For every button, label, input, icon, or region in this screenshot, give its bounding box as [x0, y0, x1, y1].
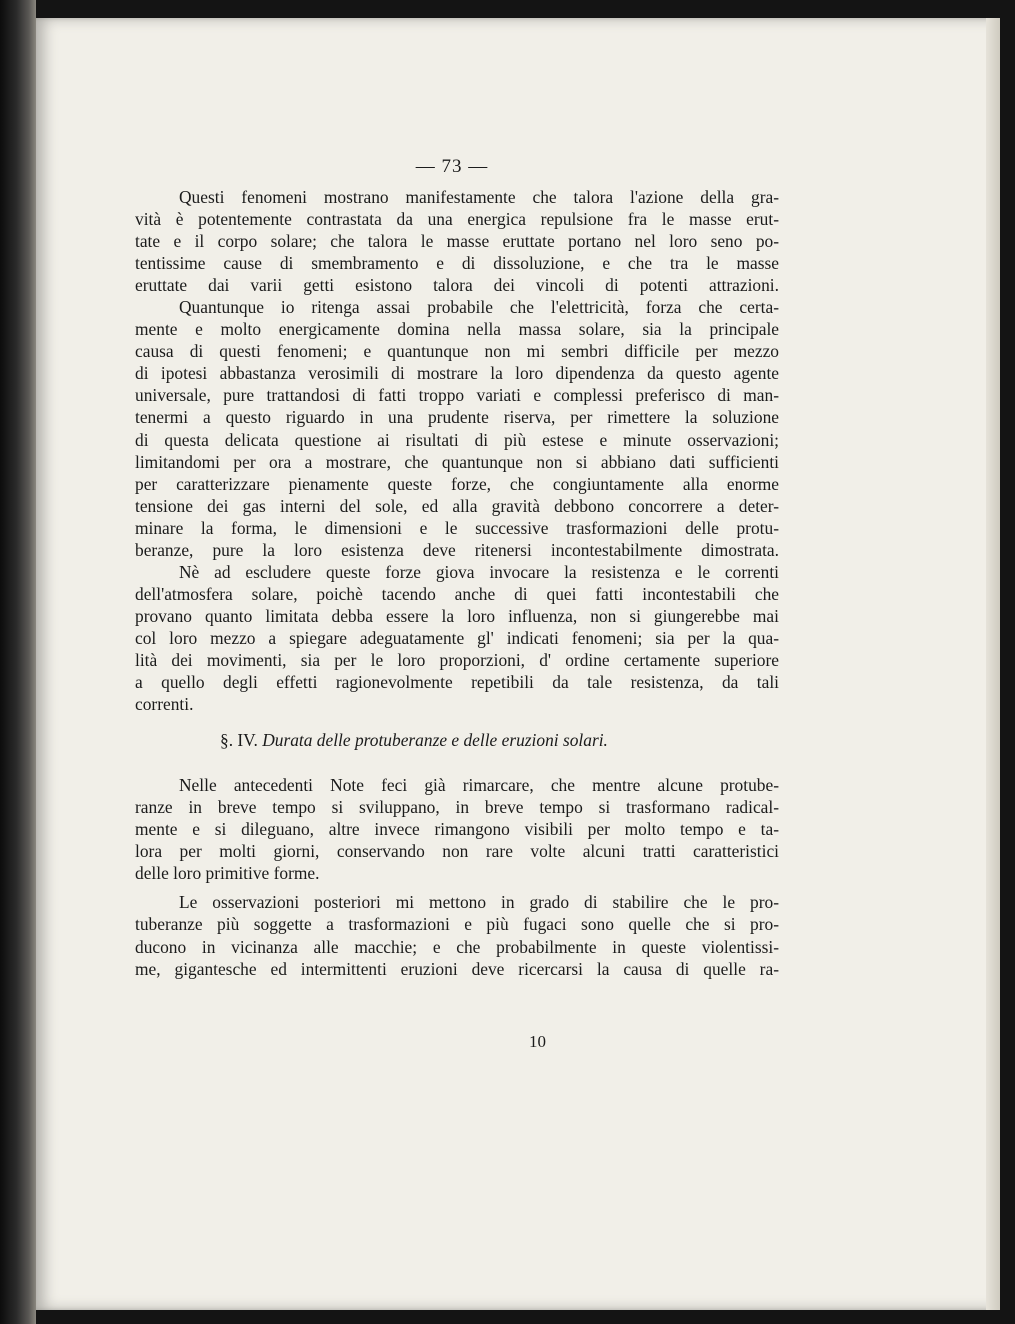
- paragraph-2: [135, 296, 779, 561]
- text-line: eruttate dai varii getti esistono talora dei vincoli di potenti attrazioni.: [135, 275, 779, 296]
- section-heading: [135, 729, 779, 751]
- text-line: tensione dei gas interni del sole, ed alla gravità debbono concorrere a deter-: [135, 495, 779, 516]
- paragraph-4: [135, 774, 779, 884]
- signature-mark: 10: [529, 1032, 546, 1051]
- text-line: universale, pure trattandosi di fatti troppo variati e complessi preferisco di man-: [135, 385, 779, 406]
- text-line: lità dei movimenti, sia per le loro proporzioni, d' ordine certamente superiore: [135, 649, 779, 670]
- text-line: lora per molti giorni, conservando non rare volte alcuni tratti caratteristici: [135, 841, 779, 862]
- text-line: beranze, pure la loro esistenza deve ritenersi incontestabilmente dimostrata.: [135, 539, 779, 560]
- paragraph-1: [135, 186, 779, 296]
- text-line: correnti.: [135, 694, 194, 715]
- text-line: mente e molto energicamente domina nella massa solare, sia la principale: [135, 319, 779, 340]
- text-line: di ipotesi abbastanza verosimili di mostrare la loro dipendenza da questo agente: [135, 363, 779, 384]
- section-symbol: §. IV.: [220, 730, 258, 751]
- paragraph-5: [135, 891, 779, 979]
- text-line: tentissime cause di smembramento e di dissoluzione, e che tra le masse: [135, 253, 779, 274]
- text-line: me, gigantesche ed intermittenti eruzioni deve ricercarsi la causa di quelle ra-: [135, 958, 779, 979]
- text-line: Quantunque io ritenga assai probabile che l'elettricità, forza che certa-: [179, 297, 779, 318]
- text-line: Questi fenomeni mostrano manifestamente che talora l'azione della gra-: [179, 187, 779, 207]
- paragraph-3: [135, 561, 779, 715]
- page-number: — 73 —: [415, 156, 489, 177]
- text-line: a quello degli effetti ragionevolmente repetibili da tale resistenza, da tali: [135, 672, 779, 693]
- text-line: per caratterizzare pienamente queste forze, che congiuntamente alla enorme: [135, 473, 779, 494]
- text-line: Le osservazioni posteriori mi mettono in grado di stabilire che le pro-: [179, 892, 779, 913]
- text-line: minare la forma, le dimensioni e le successive trasformazioni delle protu-: [135, 517, 779, 538]
- text-line: vità è potentemente contrastata da una energica repulsione fra le masse erut-: [135, 209, 779, 230]
- text-line: col loro mezzo a spiegare adeguatamente gl' indicati fenomeni; sia per la qua-: [135, 627, 779, 648]
- section-title: Durata delle protuberanze e delle eruzioni solari.: [262, 730, 608, 751]
- text-line: tuberanze più soggette a trasformazioni e più fugaci sono quelle che si pro-: [135, 914, 779, 935]
- text-line: Nelle antecedenti Note feci già rimarcare, che mentre alcune protube-: [179, 775, 779, 796]
- text-line: mente e si dileguano, altre invece rimangono visibili per molto tempo e ta-: [135, 819, 779, 840]
- text-line: tate e il corpo solare; che talora le masse eruttate portano nel loro seno po-: [135, 231, 779, 252]
- text-line: Nè ad escludere queste forze giova invocare la resistenza e le correnti: [179, 561, 779, 582]
- body-text: [135, 186, 779, 980]
- book-binding-shadow: [0, 0, 36, 1324]
- text-line: limitandomi per ora a mostrare, che quantunque non si abbiano dati sufficienti: [135, 451, 779, 472]
- text-line: causa di questi fenomeni; e quantunque non mi sembri difficile per mezzo: [135, 341, 779, 362]
- text-line: provano quanto limitata debba essere la loro influenza, non si giungerebbe mai: [135, 605, 779, 626]
- text-line: dell'atmosfera solare, poichè tacendo anche di quei fatti incontestabili che: [135, 583, 779, 604]
- text-line: di questa delicata questione ai risultati di più estese e minute osservazioni;: [135, 429, 779, 450]
- text-line: delle loro primitive forme.: [135, 863, 320, 884]
- page-edge-shadow: [986, 18, 1000, 1310]
- text-line: ranze in breve tempo si sviluppano, in breve tempo si trasformano radical-: [135, 797, 779, 818]
- text-line: ducono in vicinanza alle macchie; e che probabilmente in queste violentissi-: [135, 936, 779, 957]
- text-line: tenermi a questo riguardo in una prudente riserva, per rimettere la soluzione: [135, 407, 779, 428]
